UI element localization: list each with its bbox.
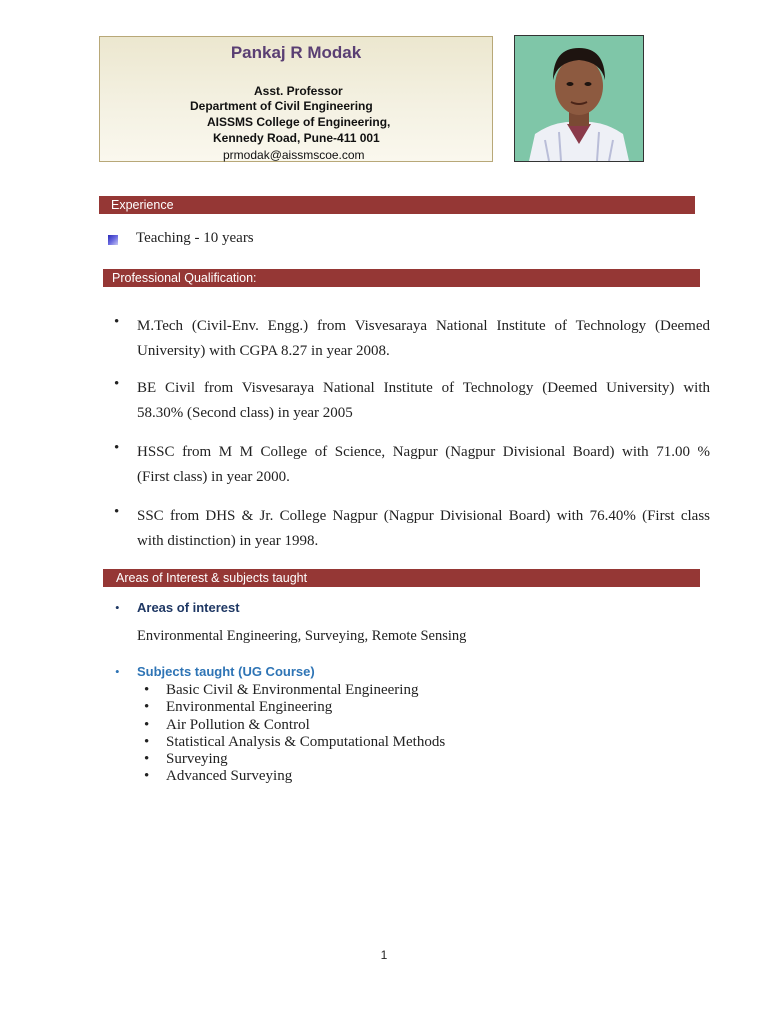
subject-label: Air Pollution & Control xyxy=(166,716,310,733)
bullet-icon: • xyxy=(144,716,150,733)
bullet-icon: • xyxy=(115,664,120,679)
subject-label: Surveying xyxy=(166,751,228,768)
subject-label: Environmental Engineering xyxy=(166,699,333,716)
qualification-line2: (First class) in year 2000. xyxy=(137,469,290,485)
address: Kennedy Road, Pune-411 001 xyxy=(213,131,380,145)
bullet-icon: • xyxy=(114,504,120,520)
header-box xyxy=(99,36,493,162)
department: Department of Civil Engineering xyxy=(190,99,373,113)
bullet-icon: • xyxy=(114,440,120,456)
qualification-line2: with distinction) in year 1998. xyxy=(137,533,319,549)
qualification-line1: BE Civil from Visvesaraya National Institute of Technology (Deemed University) with xyxy=(137,380,710,396)
qualification-line1: M.Tech (Civil-Env. Engg.) from Visvesaraya National Institute of Technology (Deemed xyxy=(137,318,710,334)
bullet-icon: • xyxy=(144,682,150,698)
subject-label: Advanced Surveying xyxy=(166,768,293,785)
bullet-icon: • xyxy=(144,733,150,750)
areas-text: Environmental Engineering, Surveying, Remote Sensing xyxy=(137,628,467,644)
qualification-line2: 58.30% (Second class) in year 2005 xyxy=(137,405,353,421)
qualification-line1: HSSC from M M College of Science, Nagpur (Nagpur Divisional Board) with 71.00 % xyxy=(137,444,710,460)
section-bar-interests xyxy=(103,569,700,587)
email: prmodak@aissmscoe.com xyxy=(223,148,365,162)
college: AISSMS College of Engineering, xyxy=(207,115,391,129)
designation: Asst. Professor xyxy=(254,84,343,98)
section-title-interests: Areas of Interest & subjects taught xyxy=(116,571,308,585)
section-title-experience: Experience xyxy=(111,198,174,212)
square-bullet-icon xyxy=(108,235,118,245)
page-number: 1 xyxy=(380,948,388,962)
qualification-line1: SSC from DHS & Jr. College Nagpur (Nagpur Divisional Board) with 76.40% (First class xyxy=(137,508,710,524)
section-title-qualification: Professional Qualification: xyxy=(112,271,257,285)
subjects-heading: Subjects taught (UG Course) xyxy=(137,664,315,679)
profile-photo xyxy=(514,35,644,162)
qualification-line2: University) with CGPA 8.27 in year 2008. xyxy=(137,343,390,359)
section-bar-experience xyxy=(99,196,695,214)
subject-label: Statistical Analysis & Computational Methods xyxy=(166,733,446,750)
bullet-icon: • xyxy=(144,699,150,716)
bullet-icon: • xyxy=(144,751,150,768)
person-name: Pankaj R Modak xyxy=(230,43,362,62)
bullet-icon: • xyxy=(114,314,120,330)
bullet-icon: • xyxy=(115,600,120,615)
subject-label: Basic Civil & Environmental Engineering xyxy=(166,682,419,698)
section-bar-qualification xyxy=(103,269,700,287)
experience-item: Teaching - 10 years xyxy=(136,230,254,246)
bullet-icon: • xyxy=(144,768,150,785)
bullet-icon: • xyxy=(114,376,120,392)
areas-heading: Areas of interest xyxy=(137,600,240,615)
